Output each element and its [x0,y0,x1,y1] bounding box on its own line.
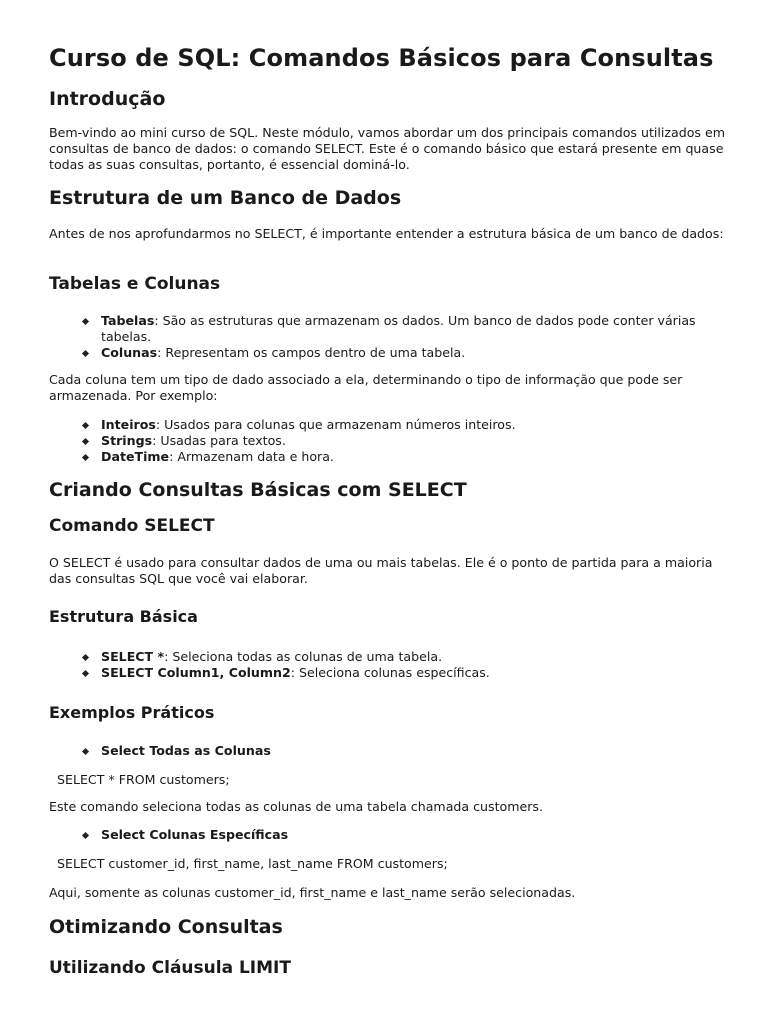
optimize-heading: Otimizando Consultas [49,916,283,938]
structure-paragraph: Antes de nos aprofundarmos no SELECT, é importante entender a estrutura básica de um banco de dados: [49,226,724,241]
example2-label: Select Colunas Específicas [101,827,289,842]
intro-paragraph: Bem-vindo ao mini curso de SQL. Neste módulo, vamos abordar um dos principais comandos utilizados em consultas de banco de dados: o comando SELECT. Este é o comando básico que estará presente em quase todas as suas consultas, portanto, é essencial dominá-lo. [49,125,726,172]
list-item-term: Colunas [101,345,158,360]
list-item-desc: : Armazenam data e hora. [169,449,334,464]
basic-structure-list [49,649,729,681]
example1-paragraph: Este comando seleciona todas as colunas de uma tabela chamada customers. [49,799,543,814]
list-item-desc: : Seleciona colunas específicas. [290,665,490,680]
list-item [49,433,729,449]
diamond-bullet-icon [82,454,89,461]
example2-code: SELECT customer_id, first_name, last_name FROM customers; [57,856,448,871]
list-item-desc: : Usadas para textos. [152,433,286,448]
types-paragraph: Cada coluna tem um tipo de dado associado a ela, determinando o tipo de informação que pode ser armazenada. Por exemplo: [49,372,683,403]
list-item [49,417,729,433]
diamond-bullet-icon [82,422,89,429]
diamond-bullet-icon [82,670,89,677]
diamond-bullet-icon [82,350,89,357]
example1-list [49,743,729,759]
list-item-term: DateTime [101,449,170,464]
list-item-desc: : Representam os campos dentro de uma tabela. [157,345,466,360]
list-item [49,345,729,361]
diamond-bullet-icon [82,654,89,661]
examples-heading: Exemplos Práticos [49,703,215,722]
select-section-heading: Criando Consultas Básicas com SELECT [49,479,467,501]
intro-heading: Introdução [49,88,166,110]
limit-heading: Utilizando Cláusula LIMIT [49,958,291,978]
tables-columns-heading: Tabelas e Colunas [49,274,221,294]
page-title: Curso de SQL: Comandos Básicos para Consultas [49,44,714,72]
diamond-bullet-icon [82,438,89,445]
list-item-desc: : Seleciona todas as colunas de uma tabela. [164,649,443,664]
basic-structure-heading: Estrutura Básica [49,607,198,626]
diamond-bullet-icon [82,318,89,325]
example2-list [49,827,729,843]
data-types-list [49,417,729,465]
diamond-bullet-icon [82,832,89,839]
structure-heading: Estrutura de um Banco de Dados [49,187,402,209]
list-item-desc: : Usados para colunas que armazenam números inteiros. [155,417,516,432]
list-item [49,313,729,345]
diamond-bullet-icon [82,748,89,755]
tables-columns-list [49,313,729,361]
command-select-paragraph: O SELECT é usado para consultar dados de uma ou mais tabelas. Ele é o ponto de partida para a maioria das consultas SQL que você vai elaborar. [49,555,713,586]
list-item-term: Strings [101,433,153,448]
example1-label: Select Todas as Colunas [101,743,271,758]
list-item-desc: : São as estruturas que armazenam os dados. Um banco de dados pode conter várias tabelas. [101,313,696,344]
example2-paragraph: Aqui, somente as colunas customer_id, first_name e last_name serão selecionadas. [49,885,576,900]
list-item [49,649,729,665]
list-item-term: SELECT Column1, Column2 [101,665,291,680]
list-item [49,449,729,465]
example1-code: SELECT * FROM customers; [57,772,230,787]
list-item-term: Tabelas [101,313,155,328]
command-select-heading: Comando SELECT [49,516,215,536]
list-item-term: Inteiros [101,417,156,432]
list-item-term: SELECT * [101,649,165,664]
list-item [49,665,729,681]
list-item [49,743,729,759]
list-item [49,827,729,843]
